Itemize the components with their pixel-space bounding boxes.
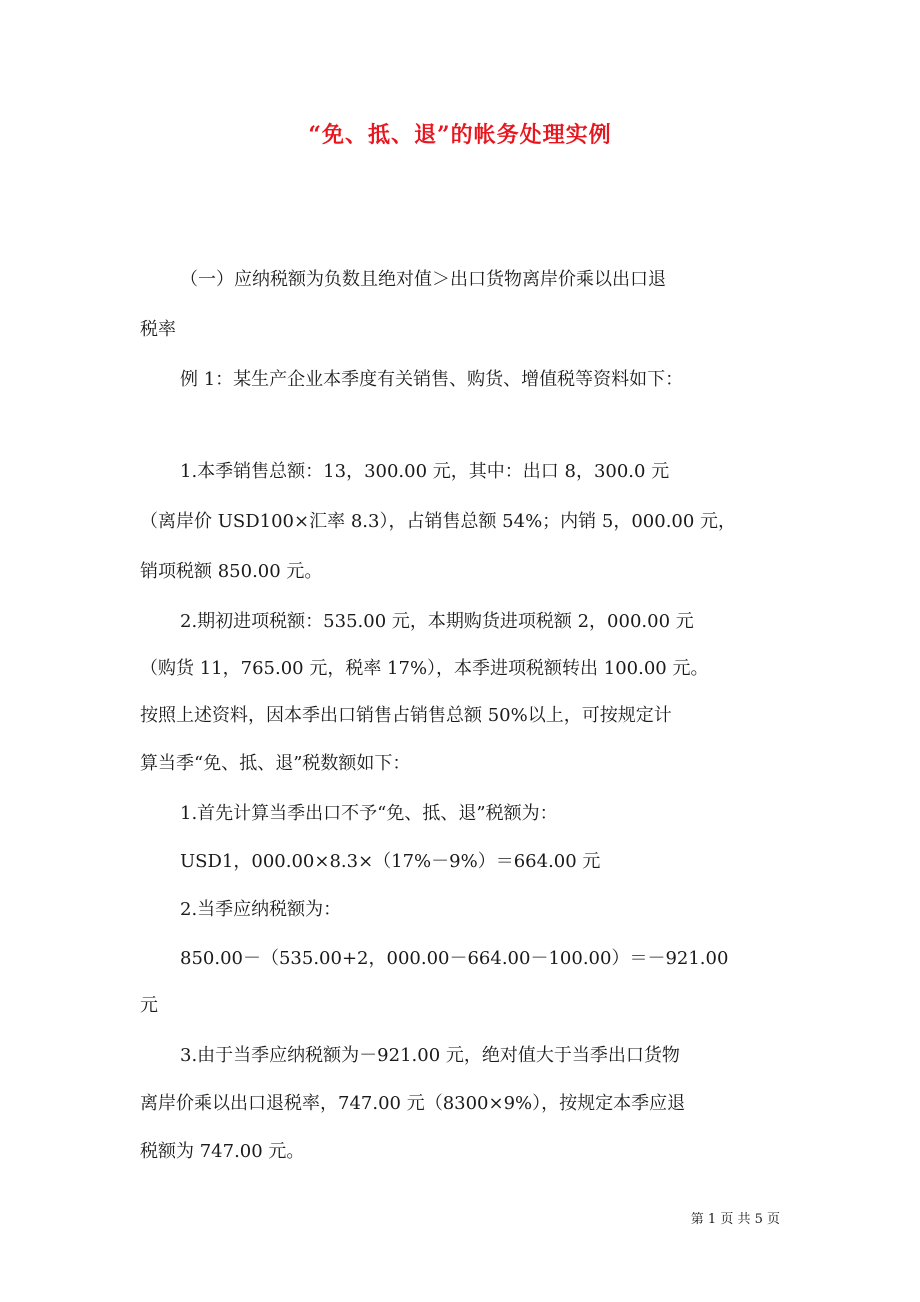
calculation-step-1: 1.首先计算当季出口不予“免、抵、退”税额为： <box>180 803 558 824</box>
calculation-step-2: 2.当季应纳税额为： <box>180 899 342 920</box>
paragraph-line: （离岸价 USD100×汇率 8.3），占销售总额 54%；内销 5，000.00 元， <box>140 511 737 532</box>
paragraph-line: 按照上述资料，因本季出口销售占销售总额 50%以上，可按规定计 <box>140 705 672 726</box>
paragraph-line: 离岸价乘以出口退税率，747.00 元（8300×9%），按规定本季应退 <box>140 1093 686 1114</box>
paragraph-line: 1.本季销售总额：13，300.00 元，其中：出口 8，300.0 元 <box>180 461 670 482</box>
calculation-formula-2-unit: 元 <box>140 995 158 1016</box>
paragraph-line: 算当季“免、抵、退”税数额如下： <box>140 753 411 774</box>
paragraph-line: （购货 11，765.00 元，税率 17%），本季进项税额转出 100.00 元。 <box>140 658 709 679</box>
paragraph-line: 3.由于当季应纳税额为－921.00 元，绝对值大于当季出口货物 <box>180 1045 680 1066</box>
calculation-formula-2: 850.00－（535.00+2，000.00－664.00－100.00）＝－921.00 <box>180 948 729 969</box>
paragraph-line: 税额为 747.00 元。 <box>140 1141 305 1162</box>
paragraph-line: 2.期初进项税额：535.00 元，本期购货进项税额 2，000.00 元 <box>180 611 694 632</box>
example-intro: 例 1：某生产企业本季度有关销售、购货、增值税等资料如下： <box>180 369 684 390</box>
calculation-formula-1: USD1，000.00×8.3×（17%－9%）＝664.00 元 <box>180 851 601 872</box>
section-heading-line-1: （一）应纳税额为负数且绝对值＞出口货物离岸价乘以出口退 <box>180 269 666 290</box>
paragraph-line: 销项税额 850.00 元。 <box>140 561 323 582</box>
page-number: 第 1 页 共 5 页 <box>690 1212 780 1227</box>
section-heading-line-2: 税率 <box>140 319 176 340</box>
document-title: “免、抵、退”的帐务处理实例 <box>308 122 612 148</box>
